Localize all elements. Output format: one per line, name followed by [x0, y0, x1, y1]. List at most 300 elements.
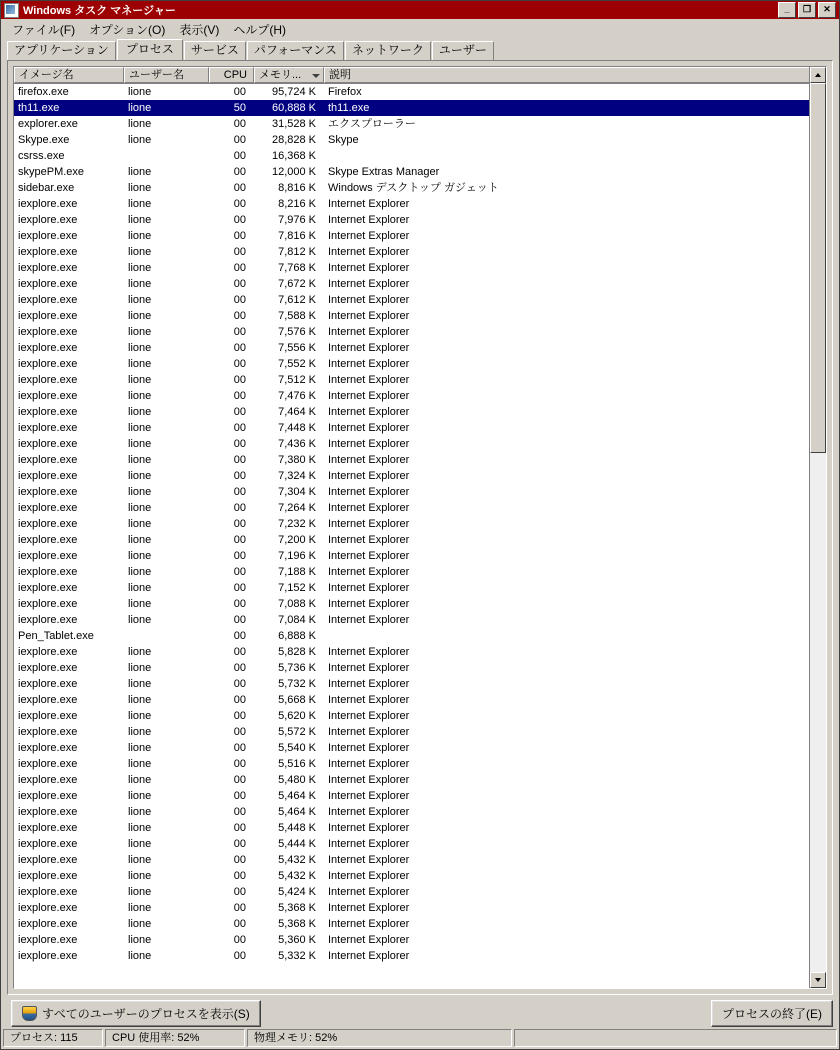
cell-cpu: 00: [233, 598, 246, 610]
cell-mem: 16,368 K: [271, 150, 316, 162]
cell-mem: 5,432 K: [278, 854, 316, 866]
cell-desc: Internet Explorer: [328, 486, 410, 498]
cell-cpu: 00: [233, 694, 246, 706]
end-process-button[interactable]: [711, 1000, 833, 1027]
table-row[interactable]: [14, 244, 826, 260]
cell-cpu: 00: [233, 790, 246, 802]
cell-desc: Internet Explorer: [328, 646, 410, 658]
table-row[interactable]: [14, 580, 826, 596]
cell-mem: 28,828 K: [271, 134, 316, 146]
window-controls: [778, 2, 838, 18]
cell-image: iexplore.exe: [18, 614, 78, 626]
table-row[interactable]: [14, 164, 826, 180]
cell-cpu: 00: [233, 822, 246, 834]
cell-image: sidebar.exe: [18, 182, 75, 194]
cell-image: iexplore.exe: [18, 822, 78, 834]
cell-user: lione: [128, 742, 152, 754]
cell-user: lione: [128, 342, 152, 354]
cell-desc: Internet Explorer: [328, 758, 410, 770]
table-row[interactable]: [14, 804, 826, 820]
window-title: Windows タスク マネージャー: [23, 5, 176, 17]
scroll-down-button[interactable]: [810, 972, 826, 988]
table-row[interactable]: [14, 148, 826, 164]
cell-image: iexplore.exe: [18, 870, 78, 882]
cell-user: lione: [128, 822, 152, 834]
cell-user: lione: [128, 662, 152, 674]
cell-cpu: 00: [233, 710, 246, 722]
cell-user: [124, 148, 209, 164]
cell-mem: 5,480 K: [278, 774, 316, 786]
cell-image: iexplore.exe: [18, 518, 78, 530]
cell-mem: 7,448 K: [278, 422, 316, 434]
table-row[interactable]: [14, 84, 826, 100]
cell-desc: Internet Explorer: [328, 934, 410, 946]
cell-image: iexplore.exe: [18, 598, 78, 610]
cell-image: th11.exe: [18, 102, 60, 114]
cell-image: iexplore.exe: [18, 646, 78, 658]
cell-mem: 7,304 K: [278, 486, 316, 498]
cell-image: iexplore.exe: [18, 422, 78, 434]
cell-mem: 95,724 K: [271, 86, 316, 98]
cell-cpu: 00: [233, 950, 246, 962]
cell-user: lione: [128, 870, 152, 882]
cell-user: lione: [128, 614, 152, 626]
column-header-memory-label: メモリ...: [259, 69, 302, 81]
cell-user: lione: [128, 694, 152, 706]
tab-performance[interactable]: パフォーマンス: [247, 41, 344, 60]
cell-cpu: 00: [233, 134, 246, 146]
cell-cpu: 00: [233, 662, 246, 674]
cell-desc: エクスプローラー: [328, 118, 416, 130]
cell-mem: 5,444 K: [278, 838, 316, 850]
menu-item-view[interactable]: 表示(V): [179, 22, 220, 37]
cell-image: iexplore.exe: [18, 310, 78, 322]
cell-mem: 5,464 K: [278, 790, 316, 802]
cell-image: iexplore.exe: [18, 342, 78, 354]
cell-cpu: 00: [233, 470, 246, 482]
cell-user: lione: [128, 262, 152, 274]
cell-user: lione: [128, 534, 152, 546]
table-row[interactable]: [14, 724, 826, 740]
cell-desc: Internet Explorer: [328, 502, 410, 514]
tab-services[interactable]: サービス: [184, 41, 246, 60]
cell-user: lione: [128, 950, 152, 962]
cell-mem: 7,768 K: [278, 262, 316, 274]
scroll-up-button[interactable]: [810, 67, 826, 83]
cell-cpu: 00: [233, 502, 246, 514]
cell-mem: 7,512 K: [278, 374, 316, 386]
tab-applications[interactable]: アプリケーション: [7, 41, 116, 60]
cell-user: lione: [128, 406, 152, 418]
tab-users[interactable]: ユーザー: [432, 41, 494, 60]
cell-cpu: 00: [233, 614, 246, 626]
cell-cpu: 00: [233, 646, 246, 658]
table-row[interactable]: [14, 852, 826, 868]
cell-cpu: 00: [233, 214, 246, 226]
cell-desc: Firefox: [328, 86, 362, 98]
table-row[interactable]: [14, 564, 826, 580]
table-row[interactable]: [14, 820, 826, 836]
cell-image: iexplore.exe: [18, 934, 78, 946]
cell-desc: Internet Explorer: [328, 822, 410, 834]
cell-mem: 7,088 K: [278, 598, 316, 610]
cell-user: lione: [128, 422, 152, 434]
cell-desc: Internet Explorer: [328, 774, 410, 786]
table-row[interactable]: [14, 276, 826, 292]
cell-image: csrss.exe: [18, 150, 65, 162]
sort-descending-icon: [312, 74, 320, 78]
cell-cpu: 00: [233, 182, 246, 194]
cell-cpu: 00: [233, 678, 246, 690]
cell-desc: Internet Explorer: [328, 438, 410, 450]
cell-desc: Skype Extras Manager: [328, 166, 440, 178]
cell-image: explorer.exe: [18, 118, 78, 130]
table-row[interactable]: [14, 196, 826, 212]
cell-mem: 5,368 K: [278, 918, 316, 930]
table-row[interactable]: [14, 372, 826, 388]
cell-mem: 5,736 K: [278, 662, 316, 674]
cell-user: lione: [128, 838, 152, 850]
cell-mem: 5,828 K: [278, 646, 316, 658]
cell-desc: Internet Explorer: [328, 582, 410, 594]
shield-icon: [22, 1006, 37, 1021]
table-row[interactable]: [14, 500, 826, 516]
cell-desc: Internet Explorer: [328, 550, 410, 562]
cell-mem: 7,324 K: [278, 470, 316, 482]
cell-cpu: 50: [233, 102, 246, 114]
cell-mem: 7,812 K: [278, 246, 316, 258]
cell-mem: 7,436 K: [278, 438, 316, 450]
cell-desc: Internet Explorer: [328, 342, 410, 354]
cell-mem: 5,732 K: [278, 678, 316, 690]
cell-cpu: 00: [233, 918, 246, 930]
cell-mem: 7,588 K: [278, 310, 316, 322]
cell-image: iexplore.exe: [18, 902, 78, 914]
cell-desc: Internet Explorer: [328, 310, 410, 322]
cell-cpu: 00: [233, 358, 246, 370]
cell-desc: Internet Explorer: [328, 534, 410, 546]
cell-user: lione: [128, 854, 152, 866]
cell-image: iexplore.exe: [18, 230, 78, 242]
close-button[interactable]: ✕: [818, 2, 836, 18]
table-row[interactable]: [14, 292, 826, 308]
cell-cpu: 00: [233, 246, 246, 258]
vertical-scrollbar[interactable]: [809, 67, 826, 988]
cell-desc: Internet Explorer: [328, 790, 410, 802]
cell-user: lione: [128, 326, 152, 338]
table-row[interactable]: [14, 676, 826, 692]
cell-desc: Internet Explorer: [328, 870, 410, 882]
cell-cpu: 00: [233, 838, 246, 850]
cell-image: Pen_Tablet.exe: [18, 630, 94, 642]
cell-user: lione: [128, 294, 152, 306]
cell-cpu: 00: [233, 550, 246, 562]
cell-cpu: 00: [233, 326, 246, 338]
cell-user: lione: [128, 790, 152, 802]
cell-desc: Internet Explorer: [328, 950, 410, 962]
cell-user: lione: [128, 278, 152, 290]
table-row[interactable]: [14, 212, 826, 228]
cell-mem: 7,084 K: [278, 614, 316, 626]
table-row[interactable]: [14, 612, 826, 628]
cell-cpu: 00: [233, 390, 246, 402]
cell-user: lione: [128, 502, 152, 514]
cell-mem: 5,368 K: [278, 902, 316, 914]
column-header-image-name[interactable]: イメージ名: [14, 67, 124, 83]
cell-mem: 5,668 K: [278, 694, 316, 706]
table-row[interactable]: [14, 628, 826, 644]
cell-image: iexplore.exe: [18, 294, 78, 306]
table-row[interactable]: [14, 388, 826, 404]
cell-cpu: 00: [233, 438, 246, 450]
cell-desc: Internet Explorer: [328, 726, 410, 738]
cell-mem: 5,424 K: [278, 886, 316, 898]
table-row[interactable]: [14, 132, 826, 148]
cell-desc: Internet Explorer: [328, 566, 410, 578]
status-process-count: プロセス: 115: [3, 1029, 103, 1047]
table-row[interactable]: [14, 692, 826, 708]
table-row[interactable]: [14, 916, 826, 932]
cell-image: iexplore.exe: [18, 486, 78, 498]
cell-image: iexplore.exe: [18, 438, 78, 450]
table-row[interactable]: [14, 420, 826, 436]
cell-mem: 6,888 K: [278, 630, 316, 642]
cell-image: iexplore.exe: [18, 950, 78, 962]
cell-cpu: 00: [233, 86, 246, 98]
cell-cpu: 00: [233, 774, 246, 786]
cell-image: iexplore.exe: [18, 726, 78, 738]
minimize-button[interactable]: _: [778, 2, 796, 18]
cell-cpu: 00: [233, 406, 246, 418]
menu-item-options[interactable]: オプション(O): [89, 22, 166, 37]
cell-desc: Internet Explorer: [328, 806, 410, 818]
cell-image: iexplore.exe: [18, 694, 78, 706]
cell-mem: 5,464 K: [278, 806, 316, 818]
maximize-button[interactable]: ❐: [798, 2, 816, 18]
menu-item-file[interactable]: ファイル(F): [12, 22, 76, 37]
column-header-user-name[interactable]: ユーザー名: [124, 67, 209, 83]
table-row[interactable]: [14, 452, 826, 468]
table-row[interactable]: [14, 100, 826, 116]
cell-mem: 5,432 K: [278, 870, 316, 882]
scroll-track[interactable]: [810, 83, 826, 972]
cell-cpu: 00: [233, 758, 246, 770]
table-row[interactable]: [14, 932, 826, 948]
table-row[interactable]: [14, 260, 826, 276]
cell-mem: 7,976 K: [278, 214, 316, 226]
cell-image: iexplore.exe: [18, 582, 78, 594]
cell-user: lione: [128, 918, 152, 930]
cell-desc: Internet Explorer: [328, 358, 410, 370]
cell-cpu: 00: [233, 166, 246, 178]
cell-mem: 7,476 K: [278, 390, 316, 402]
cell-desc: Internet Explorer: [328, 614, 410, 626]
cell-mem: 7,200 K: [278, 534, 316, 546]
show-all-users-label: すべてのユーザーのプロセスを表示(S): [42, 1006, 250, 1021]
cell-image: iexplore.exe: [18, 678, 78, 690]
cell-cpu: 00: [233, 262, 246, 274]
cell-mem: 5,448 K: [278, 822, 316, 834]
table-row[interactable]: [14, 404, 826, 420]
cell-image: iexplore.exe: [18, 262, 78, 274]
cell-image: iexplore.exe: [18, 790, 78, 802]
status-bar: [1, 1029, 839, 1049]
scroll-thumb[interactable]: [810, 83, 826, 453]
table-row[interactable]: [14, 948, 826, 964]
cell-user: lione: [128, 582, 152, 594]
cell-desc: Internet Explorer: [328, 198, 410, 210]
cell-image: iexplore.exe: [18, 246, 78, 258]
cell-image: iexplore.exe: [18, 854, 78, 866]
cell-desc: Internet Explorer: [328, 406, 410, 418]
cell-image: iexplore.exe: [18, 374, 78, 386]
cell-desc: Internet Explorer: [328, 470, 410, 482]
tab-strip: [1, 39, 839, 60]
status-physical-memory: 物理メモリ: 52%: [247, 1029, 512, 1047]
cell-cpu: 00: [233, 486, 246, 498]
cell-user: lione: [128, 774, 152, 786]
cell-desc: Internet Explorer: [328, 454, 410, 466]
cell-cpu: 00: [233, 726, 246, 738]
processes-panel: [7, 60, 833, 995]
cell-mem: 8,216 K: [278, 198, 316, 210]
cell-user: lione: [128, 486, 152, 498]
cell-cpu: 00: [233, 230, 246, 242]
cell-desc: Internet Explorer: [328, 374, 410, 386]
table-row[interactable]: [14, 596, 826, 612]
table-row[interactable]: [14, 340, 826, 356]
cell-image: iexplore.exe: [18, 278, 78, 290]
table-row[interactable]: [14, 884, 826, 900]
table-row[interactable]: [14, 756, 826, 772]
cell-image: firefox.exe: [18, 86, 69, 98]
tab-networking[interactable]: ネットワーク: [345, 41, 431, 60]
table-row[interactable]: [14, 468, 826, 484]
cell-mem: 7,556 K: [278, 342, 316, 354]
table-row[interactable]: [14, 308, 826, 324]
button-bar: [1, 995, 839, 1029]
cell-cpu: 00: [233, 118, 246, 130]
table-row[interactable]: [14, 740, 826, 756]
cell-cpu: 00: [233, 886, 246, 898]
cell-user: lione: [128, 598, 152, 610]
cell-mem: 7,152 K: [278, 582, 316, 594]
cell-image: iexplore.exe: [18, 198, 78, 210]
table-row[interactable]: [14, 788, 826, 804]
table-row[interactable]: [14, 708, 826, 724]
table-row[interactable]: [14, 532, 826, 548]
cell-desc: Internet Explorer: [328, 246, 410, 258]
cell-image: iexplore.exe: [18, 406, 78, 418]
table-row[interactable]: [14, 516, 826, 532]
table-row[interactable]: [14, 772, 826, 788]
cell-cpu: 00: [233, 278, 246, 290]
cell-image: iexplore.exe: [18, 214, 78, 226]
cell-desc: Windows デスクトップ ガジェット: [328, 182, 499, 194]
cell-mem: 5,540 K: [278, 742, 316, 754]
cell-desc: Internet Explorer: [328, 710, 410, 722]
cell-image: iexplore.exe: [18, 550, 78, 562]
cell-user: lione: [128, 358, 152, 370]
cell-user: lione: [128, 118, 152, 130]
cell-image: iexplore.exe: [18, 886, 78, 898]
column-header-memory[interactable]: [254, 67, 324, 83]
table-row[interactable]: [14, 644, 826, 660]
cell-user: lione: [128, 246, 152, 258]
cell-image: iexplore.exe: [18, 454, 78, 466]
table-row[interactable]: [14, 836, 826, 852]
cell-image: iexplore.exe: [18, 710, 78, 722]
cell-desc: Internet Explorer: [328, 518, 410, 530]
cell-user: lione: [128, 806, 152, 818]
cell-desc: Internet Explorer: [328, 214, 410, 226]
process-rows[interactable]: [14, 84, 826, 988]
cell-user: lione: [128, 102, 152, 114]
cell-cpu: 00: [233, 854, 246, 866]
cell-user: lione: [128, 166, 152, 178]
table-row[interactable]: [14, 356, 826, 372]
cell-user: lione: [128, 566, 152, 578]
menu-item-help[interactable]: ヘルプ(H): [233, 22, 287, 37]
cell-mem: 5,516 K: [278, 758, 316, 770]
title-bar: [1, 1, 839, 19]
table-row[interactable]: [14, 900, 826, 916]
status-filler: [514, 1029, 837, 1047]
table-row[interactable]: [14, 228, 826, 244]
cell-image: iexplore.exe: [18, 566, 78, 578]
process-list-header: [14, 67, 826, 84]
cell-user: lione: [128, 886, 152, 898]
cell-cpu: 00: [233, 902, 246, 914]
cell-cpu: 00: [233, 310, 246, 322]
cell-mem: 5,572 K: [278, 726, 316, 738]
cell-desc: Internet Explorer: [328, 294, 410, 306]
column-header-description[interactable]: 説明: [324, 67, 810, 83]
cell-user: lione: [128, 758, 152, 770]
table-row[interactable]: [14, 868, 826, 884]
column-header-cpu[interactable]: CPU: [209, 67, 254, 83]
cell-image: iexplore.exe: [18, 758, 78, 770]
status-cpu-usage: CPU 使用率: 52%: [105, 1029, 245, 1047]
cell-desc: Internet Explorer: [328, 422, 410, 434]
cell-cpu: 00: [233, 534, 246, 546]
cell-cpu: 00: [233, 806, 246, 818]
cell-image: iexplore.exe: [18, 774, 78, 786]
cell-desc: Internet Explorer: [328, 390, 410, 402]
cell-mem: 7,816 K: [278, 230, 316, 242]
cell-user: [124, 628, 209, 644]
table-row[interactable]: [14, 436, 826, 452]
cell-user: lione: [128, 134, 152, 146]
table-row[interactable]: [14, 180, 826, 196]
table-row[interactable]: [14, 660, 826, 676]
cell-user: lione: [128, 390, 152, 402]
cell-user: lione: [128, 374, 152, 386]
show-all-users-button[interactable]: [11, 1000, 261, 1027]
cell-user: lione: [128, 454, 152, 466]
tab-processes[interactable]: プロセス: [117, 39, 183, 60]
cell-desc: Internet Explorer: [328, 902, 410, 914]
cell-mem: 31,528 K: [271, 118, 316, 130]
cell-mem: 7,552 K: [278, 358, 316, 370]
table-row[interactable]: [14, 116, 826, 132]
table-row[interactable]: [14, 484, 826, 500]
cell-cpu: 00: [233, 518, 246, 530]
table-row[interactable]: [14, 324, 826, 340]
process-list: [13, 66, 827, 989]
table-row[interactable]: [14, 548, 826, 564]
cell-cpu: 00: [233, 870, 246, 882]
